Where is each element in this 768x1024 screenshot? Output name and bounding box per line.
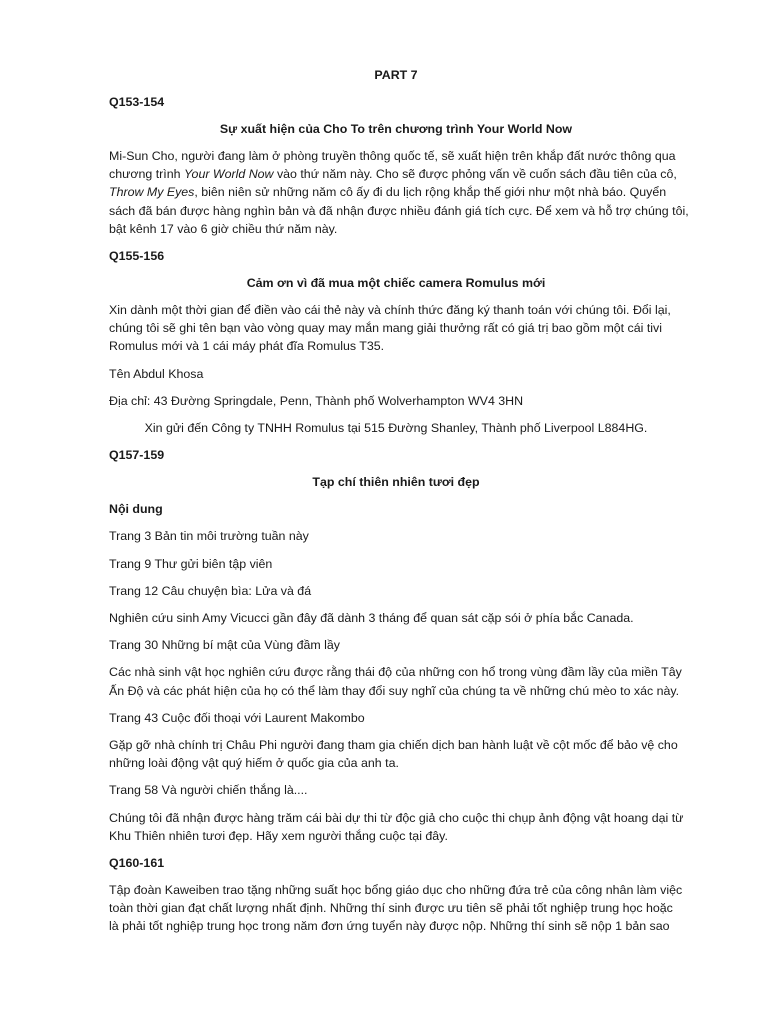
- text-line: Gặp gỡ nhà chính trị Châu Phi người đang tham gia chiến dịch ban hành luật về cột mốc để bảo vệ cho: [109, 738, 678, 753]
- book-title: Throw My Eyes: [109, 185, 195, 200]
- question-label-q153: Q153-154: [109, 95, 165, 109]
- address-line: Địa chỉ: 43 Đường Springdale, Penn, Thành phố Wolverhampton WV4 3HN: [109, 393, 524, 408]
- section-title-q155: Cảm ơn vì đã mua một chiếc camera Romulus mới: [246, 276, 546, 291]
- program-title: Your World Now: [183, 167, 274, 182]
- text-line: Tập đoàn Kaweiben trao tặng những suất học bổng giáo dục cho những đứa trẻ của công nhân làm việc: [109, 883, 683, 898]
- text-line: Chúng tôi đã nhận được hàng trăm cái bài dự thi từ độc giả cho cuộc thi chụp ảnh động vật hoang dại từ: [109, 810, 684, 825]
- question-label-q160: Q160-161: [109, 856, 165, 871]
- paragraph-q160: [109, 881, 683, 936]
- text-line: [109, 183, 683, 201]
- toc-desc-page-12: Nghiên cứu sinh Amy Vicucci gần đây đã dành 3 tháng để quan sát cặp sói ở phía bắc Canada.: [109, 611, 634, 626]
- text-line: Ấn Độ và các phát hiện của họ có thể làm thay đổi suy nghĩ của chúng ta về những chú mèo to xác này.: [109, 683, 680, 698]
- toc-item-page-12: Trang 12 Câu chuyện bìa: Lửa và đá: [109, 583, 312, 598]
- text-line: [109, 165, 683, 183]
- section-title-q157: Tạp chí thiên nhiên tươi đẹp: [312, 475, 480, 490]
- toc-desc-page-30: [109, 663, 683, 699]
- toc-desc-page-58: [109, 809, 683, 845]
- text-line: Các nhà sinh vật học nghiên cứu được rằng thái độ của những con hổ trong vùng đầm lầy của miền Tây: [109, 665, 682, 680]
- text-line: Romulus mới và 1 cái máy phát đĩa Romulus T35.: [109, 339, 385, 354]
- toc-desc-page-43: [109, 736, 683, 772]
- contents-heading: Nội dung: [109, 502, 163, 517]
- toc-item-page-3: Trang 3 Bản tin môi trường tuần này: [109, 529, 309, 544]
- text-line: Mi-Sun Cho, người đang làm ở phòng truyền thông quốc tế, sẽ xuất hiện trên khắp đất nước thông qua: [109, 149, 676, 163]
- paragraph-q155: [109, 301, 683, 356]
- text-line: chúng tôi sẽ ghi tên bạn vào vòng quay may mắn mang giải thưởng rất có giá trị bao gồm một cái tivi: [109, 321, 662, 336]
- name-line: Tên Abdul Khosa: [109, 366, 204, 381]
- text-run: vào thứ năm này. Cho sẽ được phỏng vấn về cuốn sách đầu tiên của cô,: [273, 167, 677, 182]
- paragraph-q153: [109, 147, 689, 238]
- toc-item-page-58: Trang 58 Và người chiến thắng là....: [109, 783, 308, 798]
- text-line: là phải tốt nghiệp trung học trong năm đơn ứng tuyển này được nộp. Những thí sinh sẽ nộp 1 bản sao: [109, 919, 670, 934]
- text-line: Xin dành một thời gian để điền vào cái thẻ này và chính thức đăng ký thanh toán với chúng tôi. Đổi lại,: [109, 303, 671, 318]
- text-line: sách đã bán được hàng nghìn bản và đã nhận được nhiều đánh giá tích cực. Để xem và hỗ trợ chúng tôi,: [109, 203, 689, 218]
- toc-item-page-9: Trang 9 Thư gửi biên tập viên: [109, 556, 273, 571]
- document-page: [109, 66, 689, 936]
- text-line: Khu Thiên nhiên tươi đẹp. Hãy xem người thắng cuộc tại đây.: [109, 828, 448, 843]
- section-title-q153: Sự xuất hiện của Cho To trên chương trình Your World Now: [219, 122, 573, 136]
- text-line: bật kênh 17 vào 6 giờ chiều thứ năm này.: [109, 221, 338, 236]
- text-run: , biên niên sử những năm cô ấy đi du lịch rộng khắp thế giới như một nhà báo. Quyển: [194, 185, 667, 200]
- question-label-q157: Q157-159: [109, 448, 165, 463]
- toc-item-page-30: Trang 30 Những bí mật của Vùng đầm lầy: [109, 638, 340, 653]
- text-line: toàn thời gian đạt chất lượng nhất định. Những thí sinh được ưu tiên sẽ phải tốt nghiệp trung học hoặc: [109, 901, 673, 916]
- part-title: PART 7: [374, 68, 418, 82]
- toc-item-page-43: Trang 43 Cuộc đối thoại với Laurent Makombo: [109, 710, 365, 725]
- text-run: chương trình: [109, 167, 184, 182]
- send-to-line: Xin gửi đến Công ty TNHH Romulus tại 515 Đường Shanley, Thành phố Liverpool L884HG.: [144, 421, 648, 436]
- question-label-q155: Q155-156: [109, 249, 165, 264]
- text-line: những loài động vật quý hiếm ở quốc gia của anh ta.: [109, 756, 399, 771]
